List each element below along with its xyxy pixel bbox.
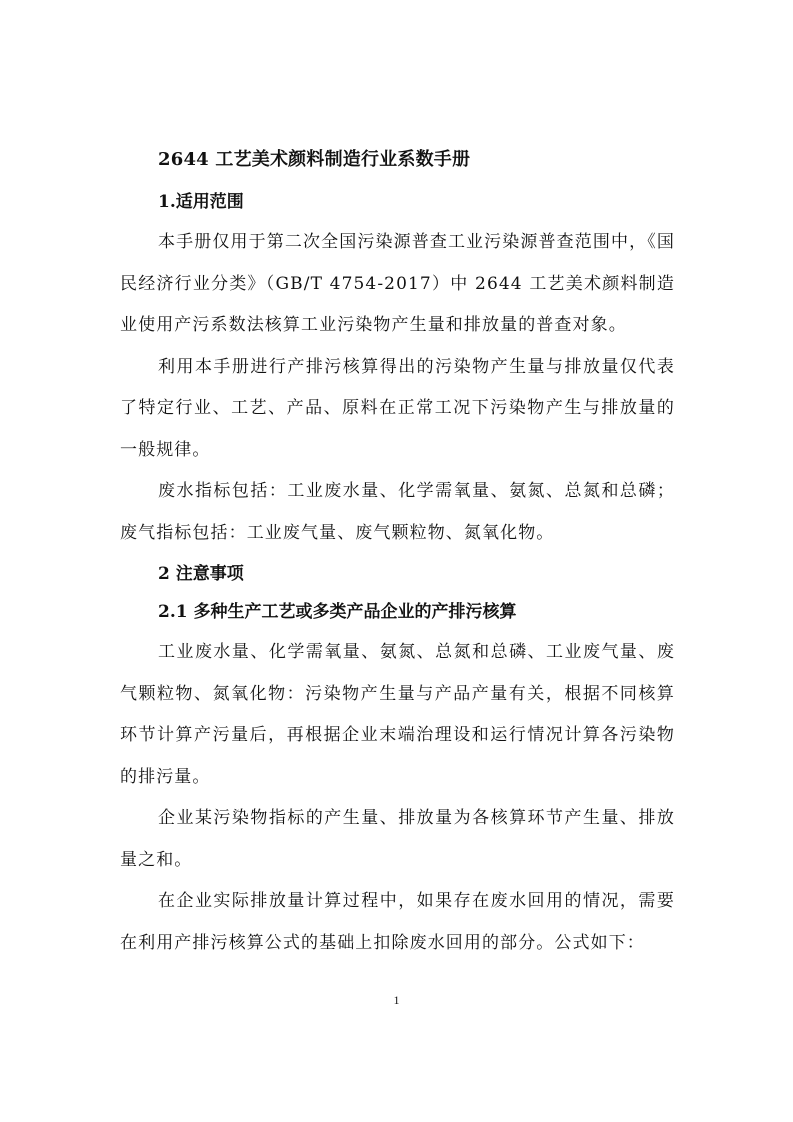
section-heading-notes: 2 注意事项 <box>158 564 244 584</box>
section-heading-scope: 1.适用范围 <box>158 192 244 212</box>
document-body <box>120 142 675 964</box>
paragraph-notes-2: 企业某污染物指标的产生量、排放量为各核算环节产生量、排放量之和。 <box>120 808 675 870</box>
paragraph-scope-3: 废水指标包括：工业废水量、化学需氧量、氨氮、总氮和总磷；废气指标包括：工业废气量、废气颗粒物、氮氧化物。 <box>120 481 675 543</box>
subsection-heading-multi-process: 2.1 多种生产工艺或多类产品企业的产排污核算 <box>158 602 517 622</box>
paragraph-notes-3: 在企业实际排放量计算过程中，如果存在废水回用的情况，需要在利用产排污核算公式的基础上扣除废水回用的部分。公式如下： <box>120 891 675 953</box>
page-number: 1 <box>393 993 400 1007</box>
paragraph-scope-2: 利用本手册进行产排污核算得出的污染物产生量与排放量仅代表了特定行业、工艺、产品、原料在正常工况下污染物产生与排放量的一般规律。 <box>120 356 675 460</box>
paragraph-notes-1: 工业废水量、化学需氧量、氨氮、总氮和总磷、工业废气量、废气颗粒物、氮氧化物：污染物产生量与产品产量有关，根据不同核算环节计算产污量后，再根据企业末端治理设和运行情况计算各污染物的排污量。 <box>120 642 675 787</box>
document-title: 2644 工艺美术颜料制造行业系数手册 <box>158 149 471 170</box>
paragraph-scope-1: 本手册仅用于第二次全国污染源普查工业污染源普查范围中，《国民经济行业分类》（GB/T 4754-2017）中 2644 工艺美术颜料制造业使用产污系数法核算工业污染物产生量和排放量的普查对象。 <box>120 232 675 335</box>
